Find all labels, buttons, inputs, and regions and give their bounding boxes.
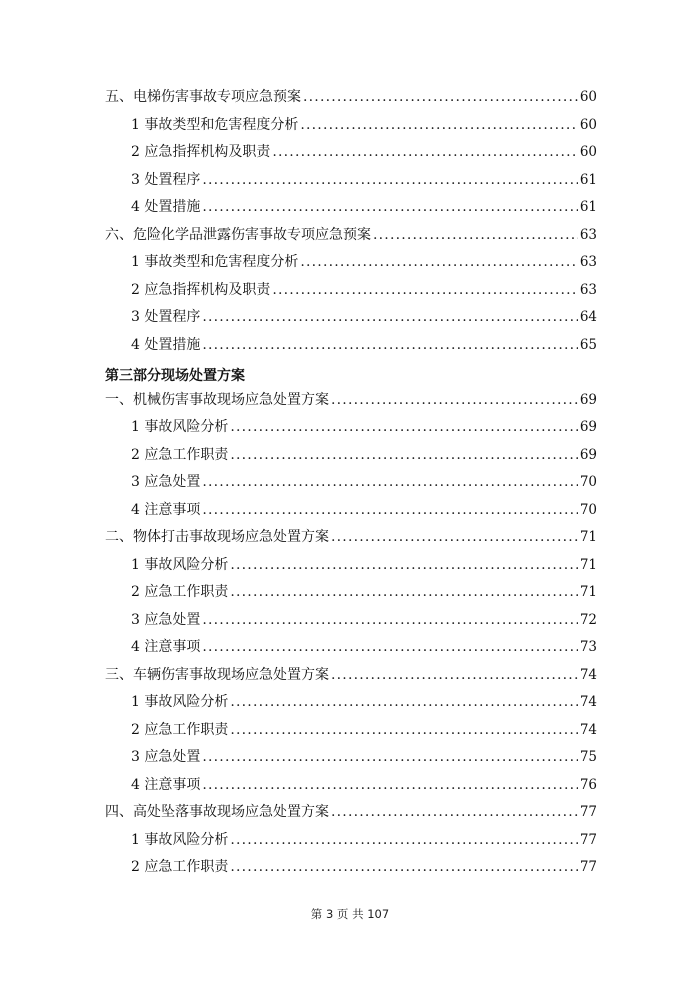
toc-entry-subsection[interactable] (105, 581, 597, 609)
toc-entry-label: 3 应急处置 (131, 474, 201, 490)
toc-dot-leader (373, 227, 578, 243)
toc-entry-label: 3 应急处置 (131, 611, 201, 628)
toc-dot-leader (230, 447, 577, 463)
toc-entry-page-number: 77 (579, 804, 597, 820)
toc-dot-leader (230, 722, 577, 738)
toc-entry-page-number: 72 (579, 611, 597, 628)
toc-entry-subsection[interactable] (105, 609, 597, 637)
toc-entry-page-number: 71 (579, 556, 597, 573)
toc-dot-leader (202, 749, 577, 765)
toc-entry-subsection[interactable] (105, 774, 597, 802)
toc-dot-leader (331, 392, 578, 408)
toc-dot-leader (202, 777, 577, 793)
toc-entry-label: 1 事故类型和危害程度分析 (131, 116, 299, 133)
toc-entry-subsection[interactable] (105, 169, 597, 197)
toc-entry-page-number: 71 (579, 584, 597, 600)
toc-entry-page-number: 60 (579, 144, 597, 160)
toc-entry-chapter[interactable] (105, 86, 597, 114)
toc-entry-page-number: 70 (579, 474, 597, 490)
toc-dot-leader (202, 199, 577, 215)
toc-entry-label: 2 应急工作职责 (131, 584, 229, 600)
page-footer: 第 3 页 共 107 (310, 907, 390, 921)
toc-entry-page-number: 70 (579, 501, 597, 518)
toc-entry-page-number: 60 (579, 116, 597, 133)
toc-dot-leader (230, 584, 577, 600)
toc-entry-label: 1 事故类型和危害程度分析 (131, 254, 299, 270)
toc-entry-page-number: 64 (579, 309, 597, 325)
toc-entry-label: 2 应急指挥机构及职责 (131, 144, 271, 160)
toc-entry-page-number: 61 (579, 171, 597, 188)
toc-entry-subsection[interactable] (105, 196, 597, 224)
toc-entry-page-number: 63 (579, 281, 597, 298)
toc-dot-leader (272, 282, 577, 298)
toc-entry-label: 1 事故风险分析 (131, 419, 229, 435)
toc-dot-leader (202, 172, 577, 188)
toc-entry-label: 一、机械伤害事故现场应急处置方案 (105, 391, 329, 408)
toc-entry-subsection[interactable] (105, 416, 597, 444)
toc-entry-chapter[interactable] (105, 224, 597, 252)
toc-dot-leader (202, 639, 577, 655)
toc-entry-label: 四、高处坠落事故现场应急处置方案 (105, 804, 329, 820)
toc-entry-label: 4 注意事项 (131, 501, 201, 518)
toc-entry-page-number: 69 (579, 419, 597, 435)
toc-entry-page-number: 76 (579, 776, 597, 793)
toc-entry-label: 二、物体打击事故现场应急处置方案 (105, 529, 329, 545)
toc-entry-subsection[interactable] (105, 719, 597, 747)
toc-entry-label: 2 应急指挥机构及职责 (131, 281, 271, 298)
toc-entry-subsection[interactable] (105, 279, 597, 307)
toc-entry-label: 2 应急工作职责 (131, 446, 229, 463)
toc-entry-page-number: 74 (579, 666, 597, 683)
toc-entry-label: 3 处置程序 (131, 309, 201, 325)
toc-dot-leader (202, 337, 577, 353)
toc-entry-chapter[interactable] (105, 526, 597, 554)
toc-entry-chapter[interactable] (105, 389, 597, 417)
toc-entry-subsection[interactable] (105, 746, 597, 774)
toc-entry-label: 1 事故风险分析 (131, 556, 229, 573)
toc-dot-leader (230, 557, 577, 573)
toc-entry-label: 六、危险化学品泄露伤害事故专项应急预案 (105, 226, 371, 243)
toc-entry-page-number: 75 (579, 749, 597, 765)
toc-entry-page-number: 77 (579, 831, 597, 848)
toc-entry-subsection[interactable] (105, 306, 597, 334)
toc-entry-subsection[interactable] (105, 554, 597, 582)
toc-entry-subsection[interactable] (105, 334, 597, 362)
toc-dot-leader (230, 694, 577, 710)
toc-entry-subsection[interactable] (105, 251, 597, 279)
toc-entry-chapter[interactable] (105, 801, 597, 829)
toc-entry-chapter[interactable] (105, 664, 597, 692)
toc-entry-label: 五、电梯伤害事故专项应急预案 (105, 89, 301, 105)
toc-entry-page-number: 73 (579, 639, 597, 655)
toc-dot-leader (230, 832, 577, 848)
toc-entry-label: 2 应急工作职责 (131, 859, 229, 875)
toc-entry-subsection[interactable] (105, 856, 597, 884)
toc-entry-label: 1 事故风险分析 (131, 831, 229, 848)
toc-entry-page-number: 71 (579, 529, 597, 545)
toc-entry-page-number: 63 (579, 254, 597, 270)
toc-entry-page-number: 60 (579, 89, 597, 105)
toc-entry-page-number: 69 (579, 446, 597, 463)
toc-entry-label: 三、车辆伤害事故现场应急处置方案 (105, 666, 329, 683)
toc-dot-leader (300, 254, 577, 270)
toc-entry-label: 4 注意事项 (131, 639, 201, 655)
toc-dot-leader (331, 529, 578, 545)
toc-entry-page-number: 61 (579, 199, 597, 215)
toc-entry-page-number: 69 (579, 391, 597, 408)
toc-dot-leader (202, 612, 577, 628)
toc-entry-page-number: 74 (579, 721, 597, 738)
toc-entry-label: 1 事故风险分析 (131, 694, 229, 710)
toc-entry-page-number: 65 (579, 336, 597, 353)
toc-dot-leader (230, 419, 577, 435)
toc-entry-subsection[interactable] (105, 114, 597, 142)
toc-entry-page-number: 63 (579, 226, 597, 243)
toc-entry-subsection[interactable] (105, 444, 597, 472)
toc-dot-leader (331, 667, 578, 683)
toc-dot-leader (202, 474, 577, 490)
toc-entry-subsection[interactable] (105, 499, 597, 527)
toc-entry-label: 4 处置措施 (131, 336, 201, 353)
toc-dot-leader (202, 309, 577, 325)
toc-entry-label: 2 应急工作职责 (131, 721, 229, 738)
toc-entry-label: 3 应急处置 (131, 749, 201, 765)
toc-entry-subsection[interactable] (105, 636, 597, 664)
toc-dot-leader (230, 859, 577, 875)
toc-entry-label: 4 注意事项 (131, 776, 201, 793)
toc-entry-subsection[interactable] (105, 471, 597, 499)
toc-dot-leader (272, 144, 577, 160)
toc-entry-label: 3 处置程序 (131, 171, 201, 188)
toc-entry-page-number: 77 (579, 859, 597, 875)
toc-dot-leader (300, 117, 577, 133)
toc-entry-subsection[interactable] (105, 141, 597, 169)
table-of-contents (105, 86, 597, 884)
toc-dot-leader (202, 502, 577, 518)
toc-entry-subsection[interactable] (105, 829, 597, 857)
toc-dot-leader (331, 804, 578, 820)
toc-entry-subsection[interactable] (105, 691, 597, 719)
toc-entry-label: 4 处置措施 (131, 199, 201, 215)
toc-entry-page-number: 74 (579, 694, 597, 710)
toc-dot-leader (303, 89, 578, 105)
toc-section-heading: 第三部分现场处置方案 (105, 367, 245, 384)
